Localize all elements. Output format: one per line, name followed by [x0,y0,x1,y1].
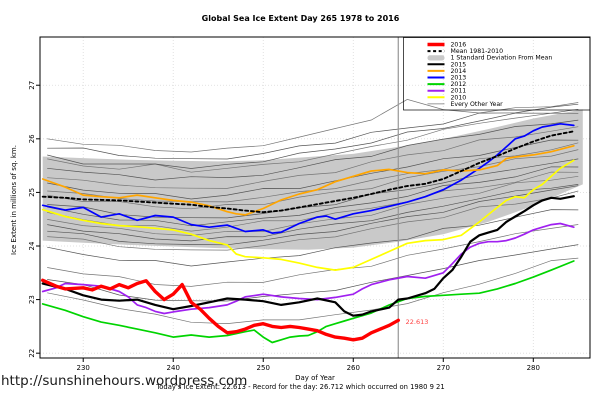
x-tick-label: 240 [166,364,180,372]
chart-caption: Today's Ice Extent: 22.613 - Record for the day: 26.712 which occurred on 1980 9 21 [156,383,445,391]
x-tick-label: 260 [346,364,360,372]
x-tick-label: 280 [526,364,540,372]
legend-item-label: Every Other Year [450,100,503,108]
today-value-annotation: 22.613 [405,318,429,327]
y-tick-label: 24 [28,241,36,251]
y-tick-label: 27 [28,80,36,90]
chart-title: Global Sea Ice Extent Day 265 1978 to 2016 [201,14,400,23]
x-tick-label: 230 [76,364,90,372]
y-tick-label: 25 [28,187,36,197]
y-tick-label: 26 [28,134,36,144]
y-tick-label: 22 [28,348,36,358]
x-tick-label: 250 [256,364,270,372]
x-tick-label: 270 [436,364,450,372]
legend [404,38,591,111]
x-axis-label: Day of Year [295,374,335,382]
other-year-line [47,258,578,327]
legend-item-label: 2013 [450,74,467,82]
legend-item-label: 2016 [450,41,467,49]
watermark-url: http://sunshinehours.wordpress.com [1,373,248,389]
legend-item-label: 2012 [450,81,467,89]
y-axis-label: Ice Extent in millions of sq. km. [10,145,18,255]
series-line-2016 [43,280,399,340]
legend-item-label: 2010 [450,94,467,102]
legend-item-label: 1 Standard Deviation From Mean [450,54,553,62]
legend-item-label: 2011 [450,87,467,95]
legend-item-label: 2014 [450,67,467,75]
legend-item-label: Mean 1981-2010 [450,48,504,56]
legend-item-label: 2015 [450,61,467,69]
y-tick-label: 23 [28,295,36,305]
legend-swatch-band [428,55,445,60]
